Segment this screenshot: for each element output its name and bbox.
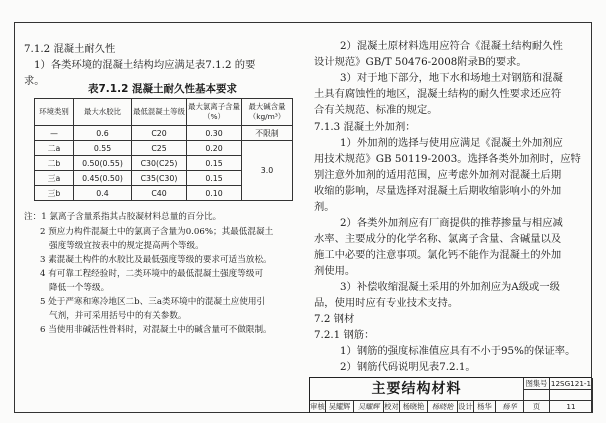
paragraph-line: 施工中必要的注意事项。氯化钙不能作为混凝土的外加 (314, 249, 562, 261)
paragraph-line: 收缩的影响，尽量选择对混凝土后期收缩影响小的外加 (314, 185, 562, 197)
cell-alkali-merged: 3.0 (242, 141, 293, 201)
table-note: 强度等级宜按表中的规定提高两个等级。 (49, 241, 204, 251)
table-note: 3 素混凝土构件的水胶比及最低强度等级的要求可适当放松。 (40, 255, 272, 265)
review-label: 审核 (310, 402, 325, 411)
paragraph-line: 1）钢筋的强度标准值应具有不小于95%的保证率。 (340, 345, 576, 357)
cell-grade: C35(C30) (132, 171, 187, 186)
reviewer-name: 吴耀辉 (326, 401, 354, 413)
cell-env: 三a (35, 171, 74, 186)
cell-grade: C40 (132, 186, 187, 201)
table-note: 注：1 氯离子含量系指其占胶凝材料总量的百分比。 (24, 212, 222, 222)
durability-table (34, 98, 293, 201)
atlas-empty-cell (524, 390, 550, 401)
section-heading-7-1-2: 7.1.2 混凝土耐久性 (24, 43, 116, 55)
paragraph-line: 合有关规范、标准的规定。 (314, 104, 438, 116)
cell-ratio: 0.6 (74, 126, 132, 141)
header-alkali: 最大碱含量（kg/m³） (242, 99, 293, 126)
paragraph-line: 剂。 (314, 201, 335, 213)
paragraph-line: 2）钢筋代码说明见表7.2.1。 (340, 361, 476, 373)
atlas-number-label: 图集号 (524, 378, 550, 390)
table-note: 6 当使用非碱活性骨料时，对混凝土中的碱含量可不做限制。 (40, 325, 272, 335)
cell-alkali: 不限制 (242, 126, 293, 141)
cell-chloride: 0.10 (187, 186, 242, 201)
table-note: 4 有可靠工程经验时，二类环境中的最低混凝土强度等级可 (40, 269, 264, 279)
paragraph-line: 用技术规范》GB 50119-2003。选择各类外加剂时，应特 (314, 153, 581, 165)
paragraph-line: 别注意外加剂的适用范围，应考虑外加剂对混凝土后期 (314, 169, 562, 181)
page-label: 页 (524, 401, 550, 413)
paragraph-line: 水率、主要成分的化学名称、氯离子含量、含碱量以及 (314, 233, 562, 245)
cell-ratio: 0.4 (74, 186, 132, 201)
designer-signature: 杨华 (496, 401, 524, 413)
paragraph-line: 品，使用时应有专业技术支持。 (314, 297, 459, 309)
paragraph-line: 求。 (24, 75, 45, 87)
designer-name: 杨华 (474, 401, 496, 413)
section-heading-7-2-1: 7.2.1 钢筋： (314, 329, 375, 341)
paragraph-line: 3）补偿收缩混凝土采用的外加剂应为A级或一级 (340, 281, 560, 293)
atlas-empty-cell (550, 390, 593, 401)
cell-grade: C30(C25) (132, 156, 187, 171)
title-block (309, 377, 592, 413)
cell-grade: C25 (132, 141, 187, 156)
check-label: 校对 (384, 402, 399, 411)
header-env-class: 环境类别 (35, 99, 74, 126)
cell-ratio: 0.50(0.55) (74, 156, 132, 171)
cell-env: 二b (35, 156, 74, 171)
cell-grade: C20 (132, 126, 187, 141)
table-header-row (35, 99, 293, 126)
table-title: 表7.1.2 混凝土耐久性基本要求 (88, 83, 238, 95)
header-water-binder: 最大水胶比 (74, 99, 132, 126)
section-heading-7-2: 7.2 钢材 (314, 313, 355, 325)
atlas-number: 12SG121-1 (550, 379, 592, 388)
checker-name: 杨晓艳 (400, 401, 428, 413)
table-row (35, 126, 293, 141)
header-min-grade: 最低混凝土等级 (132, 99, 187, 126)
cell-env: 二a (35, 141, 74, 156)
header-chloride: 最大氯离子含量（%） (187, 99, 242, 126)
paragraph-line: 1）外加剂的选择与使用应满足《混凝土外加剂应 (340, 137, 563, 149)
cell-ratio: 0.55 (74, 141, 132, 156)
paragraph-line: 2）混凝土原材料选用应符合《混凝土结构耐久性 (340, 40, 563, 52)
cell-chloride: 0.30 (187, 126, 242, 141)
checker-signature: 杨晓艳 (428, 401, 458, 413)
table-note: 2 预应力构件混凝土中的氯离子含量为0.06%；其最低混凝土 (40, 227, 274, 237)
drawing-title: 主要结构材料 (310, 378, 524, 401)
cell-env: 三b (35, 186, 74, 201)
paragraph-line: 剂使用。 (314, 265, 356, 277)
cell-env: — (35, 126, 74, 141)
paragraph-line: 土具有腐蚀性的地区，混凝土结构的耐久性要求还应符 (314, 88, 562, 100)
cell-chloride: 0.15 (187, 171, 242, 186)
table-note: 降低一个等级。 (49, 283, 110, 293)
section-heading-7-1-3: 7.1.3 混凝土外加剂： (314, 121, 416, 133)
paragraph-line: 设计规范》GB/T 50476-2008附录B的要求。 (314, 56, 527, 68)
table-note: 气剂，并可采用括号中的有关参数。 (49, 311, 187, 321)
paragraph-line: 2）各类外加剂应有厂商提供的推荐掺量与相应减 (340, 217, 563, 229)
page-number: 11 (550, 401, 593, 413)
cell-ratio: 0.45(0.50) (74, 171, 132, 186)
reviewer-signature: 吴耀辉 (354, 401, 384, 413)
cell-chloride: 0.15 (187, 156, 242, 171)
cell-chloride: 0.20 (187, 141, 242, 156)
design-label: 设计 (458, 402, 473, 411)
paragraph-line: 3）对于地下部分，地下水和场地土对钢筋和混凝 (340, 72, 563, 84)
table-note: 5 处于严寒和寒冷地区二b、三a类环境中的混凝土应使用引 (40, 297, 266, 307)
table-row (35, 141, 293, 156)
paragraph-line: 1）各类环境的混凝土结构均应满足表7.1.2 的要 (34, 59, 256, 71)
